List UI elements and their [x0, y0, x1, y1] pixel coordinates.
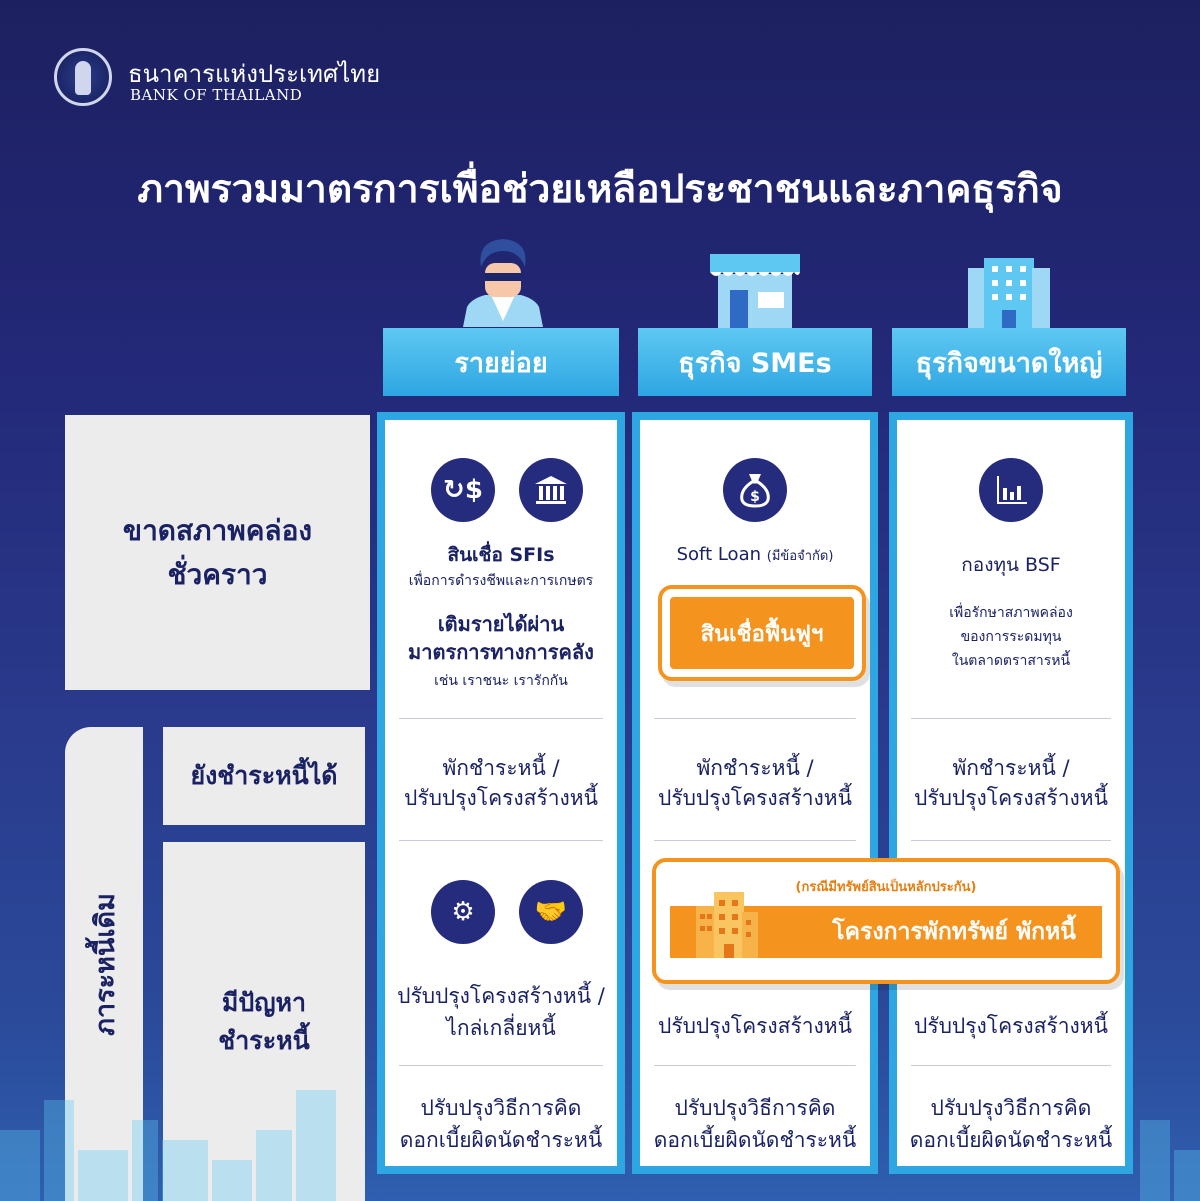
divider: [654, 840, 856, 841]
building-icon: [696, 892, 758, 958]
retail-restructure-line1: ปรับปรุงโครงสร้างหนี้ /: [397, 984, 605, 1008]
brand-name-thai: ธนาคารแห่งประเทศไทย: [128, 60, 381, 88]
person-icon: [463, 237, 543, 327]
soft-loan-title: Soft Loan: [676, 544, 762, 565]
bank-of-thailand-seal-icon: [54, 48, 112, 106]
row-group-existing-debt-text: ภาระหนี้เดิม: [89, 892, 121, 1036]
sfi-loan-title: สินเชื่อ SFIs: [447, 544, 555, 566]
bank-icon: [519, 458, 583, 522]
retail-restructure-line2: ไกล่เกลี่ยหนี้: [446, 1016, 556, 1040]
bsf-sub-line3: ในตลาดตราสารหนี้: [951, 653, 1071, 669]
column-header-large: ธุรกิจขนาดใหญ่: [892, 328, 1126, 396]
large-defer-line2: ปรับปรุงโครงสร้างหนี้: [913, 786, 1108, 810]
brand-name-english: BANK OF THAILAND: [130, 86, 303, 104]
divider: [911, 840, 1111, 841]
divider: [911, 718, 1111, 719]
large-interest-line2: ดอกเบี้ยผิดนัดชำระหนี้: [909, 1128, 1113, 1152]
divider: [399, 840, 603, 841]
retail-defer-line1: พักชำระหนี้ /: [442, 756, 560, 780]
retail-interest-line1: ปรับปรุงวิธีการคิด: [420, 1096, 582, 1120]
sme-interest-line2: ดอกเบี้ยผิดนัดชำระหนี้: [653, 1128, 857, 1152]
dollar-refresh-icon: ↻$: [431, 458, 495, 522]
bar-chart-icon: [979, 458, 1043, 522]
large-defer-line1: พักชำระหนี้ /: [952, 756, 1070, 780]
asset-program-note: (กรณีมีทรัพย์สินเป็นหลักประกัน): [795, 880, 977, 895]
fiscal-subtitle: เช่น เราชนะ เรารักกัน: [434, 673, 568, 689]
bsf-sub-line2: ของการระดมทุน: [960, 629, 1062, 645]
money-bag-icon: [723, 458, 787, 522]
divider: [399, 718, 603, 719]
rehab-loan-label: สินเชื่อฟื้นฟูฯ: [670, 597, 854, 669]
row-label-payment-problem-text: มีปัญหา ชำระหนี้: [218, 987, 310, 1055]
dollar-gear-icon: ⚙: [431, 880, 495, 944]
city-skyline-decoration: [0, 1060, 1200, 1201]
row-label-can-pay: ยังชำระหนี้ได้: [163, 727, 365, 825]
bsf-sub-line1: เพื่อรักษาสภาพคล่อง: [949, 605, 1073, 621]
store-icon: [710, 250, 800, 328]
column-header-retail: รายย่อย: [383, 328, 619, 396]
fiscal-title-line2: มาตรการทางการคลัง: [408, 640, 594, 664]
asset-program-label: โครงการพักทรัพย์ พักหนี้: [670, 906, 1102, 958]
fiscal-title-line1: เติมรายได้ผ่าน: [437, 612, 565, 636]
page-title: ภาพรวมมาตรการเพื่อช่วยเหลือประชาชนและภาคธุรกิจ: [137, 167, 1063, 212]
large-restructure: ปรับปรุงโครงสร้างหนี้: [913, 1014, 1108, 1038]
retail-defer-line2: ปรับปรุงโครงสร้างหนี้: [403, 786, 598, 810]
svg-text:$: $: [750, 489, 760, 505]
handshake-icon: 🤝: [519, 880, 583, 944]
sme-interest-line1: ปรับปรุงวิธีการคิด: [674, 1096, 836, 1120]
row-label-liquidity: [65, 415, 370, 690]
sme-defer-line1: พักชำระหนี้ /: [696, 756, 814, 780]
sme-restructure: ปรับปรุงโครงสร้างหนี้: [657, 1014, 852, 1038]
sfi-loan-subtitle: เพื่อการดำรงชีพและการเกษตร: [408, 573, 594, 589]
asset-warehousing-banner: [652, 858, 1120, 984]
column-header-sme: ธุรกิจ SMEs: [638, 328, 872, 396]
sme-defer-line2: ปรับปรุงโครงสร้างหนี้: [657, 786, 852, 810]
retail-interest-line2: ดอกเบี้ยผิดนัดชำระหนี้: [399, 1128, 603, 1152]
large-interest-line1: ปรับปรุงวิธีการคิด: [930, 1096, 1092, 1120]
building-icon: [968, 258, 1050, 328]
rehab-loan-badge: [658, 585, 866, 681]
row-label-liquidity-text: ขาดสภาพคล่อง ชั่วคราว: [122, 513, 313, 591]
soft-loan-line: [640, 544, 870, 566]
bsf-fund-title: กองทุน BSF: [961, 554, 1061, 576]
soft-loan-note: (มีข้อจำกัด): [766, 549, 834, 564]
divider: [654, 718, 856, 719]
